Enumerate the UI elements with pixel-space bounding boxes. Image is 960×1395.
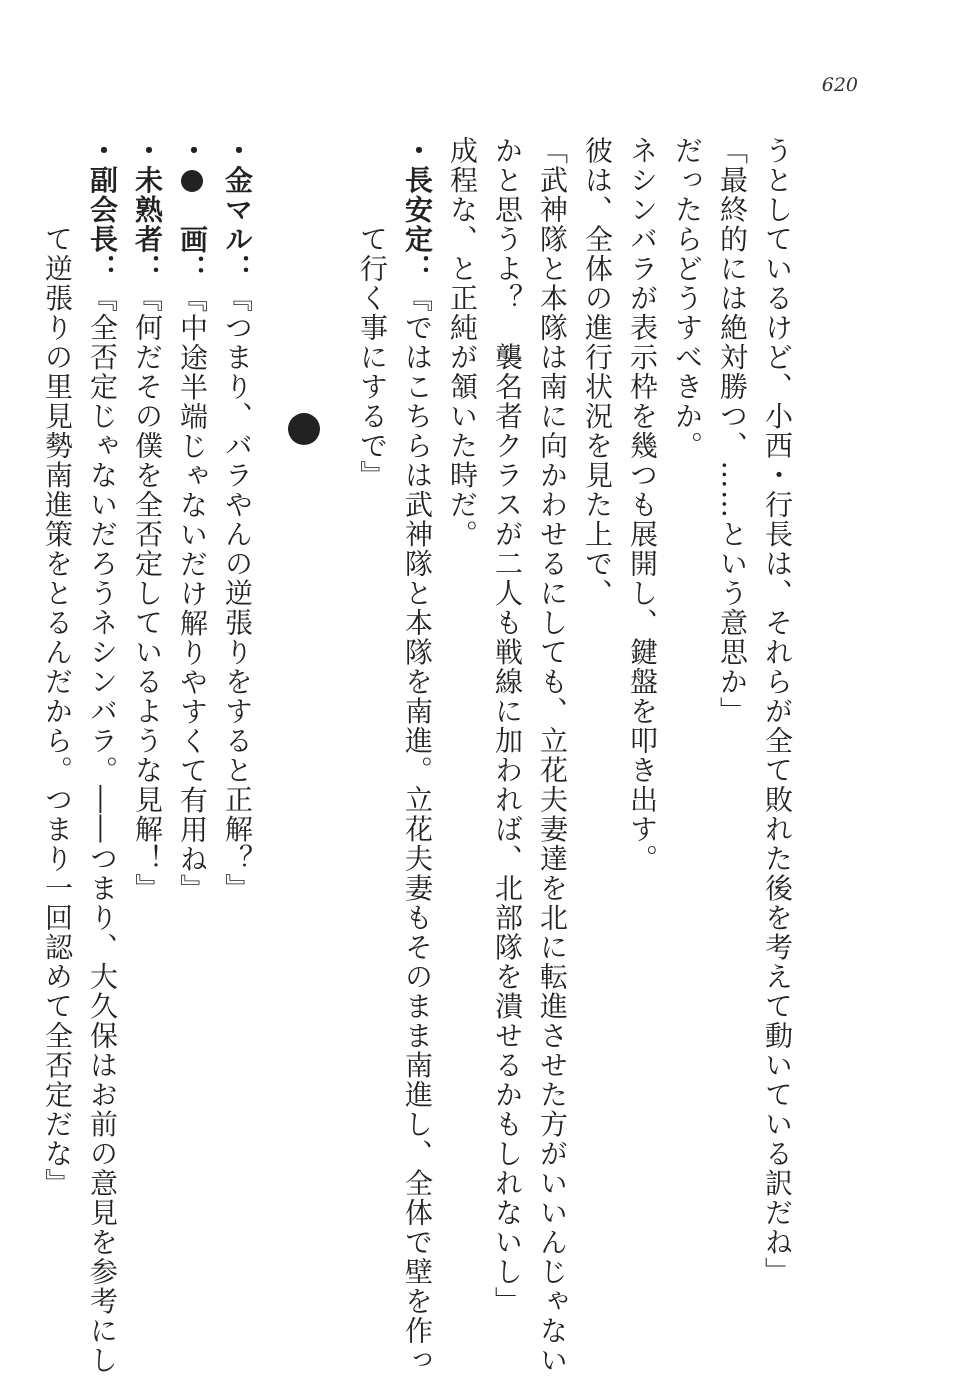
chat-text: 『全否定じゃないだろうネシンバラ。――つまり、大久保はお前の意見を参考にし — [86, 283, 119, 1375]
chat-text: て逆張りの里見勢南進策をとるんだから。つまり一回認めて全否定だな』 — [41, 224, 74, 1198]
chat-line-continuation — [350, 136, 395, 1276]
section-break-dot — [288, 413, 320, 445]
chat-line-continuation — [35, 136, 80, 1276]
text-line: 「武神隊と本隊は南に向かわせるにしても、立花夫妻達を北に転進させた方がいいんじゃない — [536, 136, 569, 1375]
text-line: うとしているけど、小西・行長は、それらが全て敗れた後を考えて動いている訳だね」 — [761, 136, 794, 1287]
chat-text: 『中途半端じゃないだけ解りやすくて有用ね』 — [176, 284, 209, 904]
chat-speaker: ・長安定： — [401, 136, 434, 284]
text-line: 成程な、と正純が頷いた時だ。 — [446, 136, 479, 549]
chat-speaker: ・副会長： — [86, 136, 119, 284]
chat-text: 『ではこちらは武神隊と本隊を南進。立花夫妻もそのまま南進し、全体で壁を作っ — [401, 283, 434, 1375]
chat-text: 『何だその僕を全否定しているような見解！』 — [131, 283, 164, 903]
body-text — [35, 136, 800, 1375]
chat-line — [80, 136, 125, 1375]
chat-speaker: ・未熟者： — [131, 136, 164, 284]
section-separator — [260, 136, 350, 1276]
chat-speaker: ・金マル： — [221, 136, 254, 284]
chat-text: て行く事にするで』 — [356, 224, 389, 490]
chat-line: ・ 画：『中途半端じゃないだけ解りやすくて有用ね』 — [176, 136, 209, 904]
text-line: かと思うよ？ 襲名者クラスが二人も戦線に加われば、北部隊を潰せるかもしれないし」 — [491, 136, 524, 1316]
speaker-mark-icon — [181, 170, 203, 192]
page-number: 620 — [821, 74, 858, 96]
text-line: だったらどうすべきか。 — [671, 136, 704, 461]
chat-line — [395, 136, 440, 1375]
chat-line — [125, 136, 170, 1276]
chat-line — [215, 136, 260, 1276]
text-line: 彼は、全体の進行状況を見た上で、 — [581, 136, 614, 608]
text-line: ネシンバラが表示枠を幾つも展開し、鍵盤を叩き出す。 — [626, 136, 659, 874]
chat-speaker: 画： — [176, 225, 209, 284]
chat-text: 『つまり、バラやんの逆張りをすると正解？』 — [221, 283, 254, 903]
text-line: 「最終的には絶対勝つ、……という意思か」 — [716, 136, 749, 726]
